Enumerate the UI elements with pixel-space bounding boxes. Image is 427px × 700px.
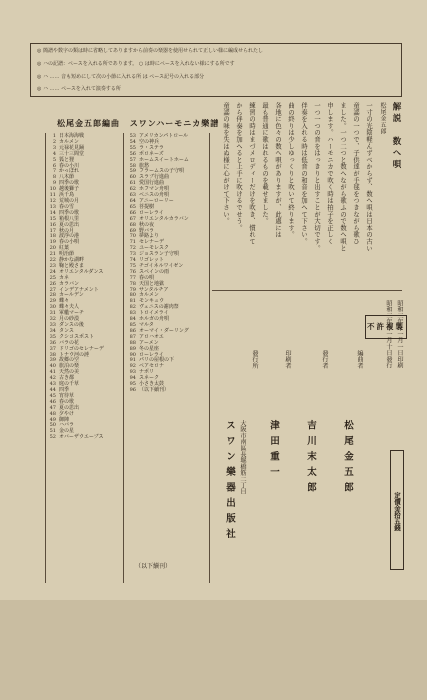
catalog-number: 73 [129,251,136,258]
catalog-title: アロハオエ [139,333,164,340]
price-box: 定價金拾五錢 [390,450,404,570]
editor-label: 編曲者 [356,350,363,369]
notice-box [30,43,402,97]
catalog-number: 50 [49,422,56,429]
catalog-title: 宵待草 [59,392,75,399]
catalog-number: 66 [129,209,136,216]
catalog-number: 24 [49,268,56,275]
catalog-title: 庭の千草 [59,381,80,388]
catalog-number: 11 [49,192,56,199]
catalog-number: 88 [129,339,136,346]
catalog-title: ユーモレスク [139,245,169,252]
catalog-number: 17 [49,227,56,234]
catalog-number: 51 [49,428,56,435]
catalog-title: アメリカンパトロール [139,133,189,139]
catalog-number: 34 [49,327,56,334]
catalog-title: 愛国行進曲 [139,180,165,187]
catalog-number: 52 [49,434,56,441]
catalog-number: 65 [129,203,136,210]
notice-line: ◎ ハ …… 音も短めにして次の小節に入れる所 は ペース記号の入れる部分 [37,74,205,80]
catalog-title: ホームスイートホーム [139,156,189,163]
catalog-title: ラ・ステラ [139,144,164,151]
catalog-number: 36 [49,339,56,346]
commentary-line: 伴奏を入れる時は低音の和音を加へて下さい。 [300,102,307,245]
catalog-title: 夏の思出 [59,221,80,228]
commentary-line: 童謡の一つで、子供達が手毬をつきながら歌ひ [352,102,359,245]
catalog-title: カルメン [139,292,159,299]
catalog-number: 85 [129,322,136,328]
catalog-number: 28 [49,292,56,299]
print-date: 昭和三年十一月一日印刷 [396,300,403,369]
catalog-title: オリエンタルカラバン [139,215,189,222]
catalog-title: 箱根八里 [59,215,80,222]
catalog-number: 77 [129,274,136,281]
catalog-title: 春の歌 [59,398,75,405]
catalog-title: 鞠と殿さま [59,262,85,269]
commentary-line: 曲の終りは少しゆっくりと吹いて終ります。 [287,102,294,238]
catalog-number: 38 [49,351,56,358]
catalog-number: 32 [49,316,56,323]
catalog-title: ローレライ [139,351,164,358]
catalog-number: 57 [129,156,136,163]
catalog-number: 6 [52,162,56,169]
catalog-number: 15 [49,215,56,222]
catalog-number: 22 [49,257,56,264]
printer-label: 印刷者 [284,350,291,369]
catalog-number: 31 [49,310,56,317]
divider [209,133,210,583]
catalog-title: 御陣 [59,416,70,423]
catalog-title: チゴイネルワイゼン [139,262,184,269]
catalog-number: 46 [49,398,56,405]
catalog-title: モンキュウ [139,298,165,305]
catalog-title: 天然の美 [59,369,80,376]
commentary-author: 松尾金五郎 [379,102,386,135]
catalog-title: ベニスの舟唄 [139,192,170,199]
catalog-number: 9 [52,180,56,187]
catalog-title: ホルガの舟唄 [139,316,170,323]
catalog-title: 春の雪 [59,203,75,210]
catalog-title: スラブ行進曲 [139,174,170,181]
catalog-number: 74 [129,257,136,264]
notice-line: ◎ ハ …… ペースを入れて演奏する所 [37,86,121,92]
catalog-title: 金の星 [59,428,75,435]
catalog-number: 37 [49,345,56,352]
commentary-line: 申します。ハーモニカで吹く時は拍子を正しく [326,102,333,245]
catalog-title: 波浮の港 [59,233,80,240]
catalog-number: 21 [49,251,56,258]
printer-name: 津田重一 [268,420,279,482]
publisher-name: 吉川末太郎 [305,420,316,498]
commentary-line: から伴奏を加へると上手に吹けるでせう。 [235,102,242,232]
divider [45,133,46,583]
catalog-number: 23 [49,262,56,269]
catalog-title: カラバン [59,280,80,287]
catalog-title: 四季 [59,386,70,393]
catalog-number: 71 [129,239,136,246]
catalog-title: 旅愁 [139,162,150,169]
catalog-number: 35 [49,333,56,340]
catalog-number: 91 [129,357,136,364]
catalog-title: 故郷の空 [59,357,80,364]
catalog-title: 夕やけ [59,410,75,417]
catalog-number: 64 [129,197,136,204]
catalog-title: 菩提樹 [139,203,155,210]
catalog-number: 54 [129,138,136,145]
issue-date: 昭和三年十一月十日發行 [385,300,392,369]
catalog-number: 27 [49,286,56,293]
catalog-number: 69 [129,227,136,234]
catalog-number: 47 [49,404,56,411]
catalog-title: 元禄花見踊 [59,144,85,151]
catalog-number: 8 [52,174,56,181]
catalog-title: 空の神兵 [139,138,160,145]
catalog-title: ドリゴのセレナーデ [59,345,104,352]
catalog-number: 67 [129,215,136,222]
copyright-stamp: 不許複製 [365,315,407,339]
catalog-number: 13 [49,203,56,210]
catalog-number: 80 [129,292,136,299]
divider [123,133,124,583]
catalog-number: 18 [49,233,56,240]
commentary-line: ました。一つ二つと数へながら歌ふので数へ唄と [339,102,346,252]
catalog-title: 四季の歌 [59,209,80,216]
catalog-number: 4 [52,150,56,157]
catalog-title: ダンスの後 [59,322,84,328]
catalog-title: オバーザウエーブス [59,434,104,441]
catalog-title: フラームスの子守唄 [139,168,185,175]
catalog-title: ジョスラン子守唄 [139,251,179,258]
catalog-title: 春の小唄 [59,239,80,246]
catalog-title: カネ [59,274,70,281]
catalog-title: 紅葉 [59,245,70,252]
catalog-number: 81 [129,298,136,305]
catalog-title: オリエンタルダンス [59,268,104,275]
catalog-title: クシコスポスト [59,333,95,340]
catalog-title: 明治節 [59,251,75,258]
catalog-number: 42 [49,375,56,382]
catalog-title: 蝶々 [59,298,70,305]
catalog-title: スペインの雨 [139,268,170,275]
catalog-number: 83 [129,310,136,317]
catalog-title: 春の唄 [139,274,155,281]
catalog-number: 70 [129,233,136,240]
catalog-title: 天国と地獄 [139,280,165,287]
catalog-section [45,118,220,598]
catalog-title: 古き都 [59,375,75,382]
catalog-title: ハバラ [59,422,75,429]
catalog-title: 月の砂漠 [59,316,80,323]
catalog-number: 25 [49,274,56,281]
catalog-number: 14 [49,209,56,216]
catalog-item [127,158,189,164]
catalog-number: 92 [129,363,136,370]
catalog-number: 41 [49,369,56,376]
catalog-title: セレナーデ [139,239,165,246]
catalog-title: 日本海海戦 [59,133,85,139]
catalog-number: 78 [129,280,136,287]
catalog-number: 20 [49,245,56,252]
catalog-title: アニーローリー [139,197,174,204]
house-label: 發行所 [251,350,258,369]
publisher-label: 發行者 [321,350,328,369]
catalog-number: 3 [52,144,56,151]
catalog-number: 72 [129,245,136,252]
catalog-number: 49 [49,416,56,423]
catalog-number: 84 [129,316,136,323]
catalog-title: ナポリ [139,369,155,376]
catalog-number: 94 [129,375,136,382]
catalog-title: 荒城の月 [59,197,80,204]
catalog-number: 60 [129,174,136,181]
catalog-number: 45 [49,392,56,399]
catalog-number: 10 [49,186,56,193]
continued-note: （以下續刊） [135,563,172,570]
catalog-title: ホフマン舟唄 [139,186,170,193]
catalog-title: 小さき太鼓 [139,381,165,388]
commentary-line: 練習の時はまづメロディーだけを吹き、慣れて [248,102,255,245]
commentary-line: 一寸の光陰軽んずべからず、数へ唄は日本の古い [365,102,372,252]
catalog-item [127,217,189,223]
catalog-title: 冬の星座 [139,345,160,352]
catalog-title: 野バラ [139,227,155,234]
catalog-title: 夏の思出 [59,404,80,411]
commentary-line: 最も普通に歌はれるものを載せました。 [261,102,268,225]
catalog-number: 76 [129,268,136,275]
catalog-title: カールデン [59,292,84,299]
catalog-number: 16 [49,221,56,228]
catalog-item [47,435,104,441]
catalog-title: リゴレット [139,257,164,264]
commentary-line: 各地に色々の数へ唄がありますが、此處には [274,102,281,238]
catalog-title: トナウ河の漣 [59,351,90,358]
catalog-title: タンス [59,327,74,334]
catalog-number: 12 [49,197,56,204]
catalog-title: 蝶々夫人 [59,304,80,311]
catalog-number: 96 [129,386,136,393]
catalog-title: ローレライ [139,209,164,216]
catalog-title: 秋の夜 [139,221,155,228]
catalog-title: マルタ [139,322,154,328]
notice-line: ◎ 簡譜や数字の類は時に省略してありますから前奏の楽器を使用せられて正しい様に編成せられたし [37,48,263,54]
catalog-title: オーマイ・ダーリング [139,327,189,334]
catalog-number: 48 [49,410,56,417]
catalog-title: 狐と狸 [59,156,75,163]
catalog-title: ポロネーズ [139,150,164,157]
catalog-number: 58 [129,162,136,169]
catalog-title: 旅泊の楽 [59,363,80,370]
divider [212,290,402,291]
catalog-title: 秋の月 [59,227,75,234]
catalog-number: 82 [129,304,136,311]
catalog-title: バラの花 [59,339,80,346]
catalog-list-1 [47,134,104,441]
catalog-title: トロイメライ [139,310,169,317]
catalog-title: 三十三間堂 [59,150,85,157]
commentary-line: 一つ一つの音をはっきりと出すことが大切です。 [313,102,320,252]
catalog-number: 19 [49,239,56,246]
house-name: スワン樂器出版社 [224,420,235,544]
notice-line: ◎ ハの記譜：ペースを入れる所であります。 ○ は時にペースを入れない様にする所です [37,61,235,67]
catalog-number: 95 [129,381,136,388]
catalog-number: 55 [129,144,136,151]
commentary [212,102,400,280]
commentary-title: 解説 数へ唄 [391,102,401,171]
catalog-title: スネーク [139,375,160,382]
catalog-number: 62 [129,186,136,193]
catalog-number: 53 [129,133,136,139]
catalog-author: 松尾金五郎編曲 [57,118,120,128]
catalog-title: サンタルチア [139,286,169,293]
catalog-item [127,388,189,394]
commentary-line: 童謡の味を失はぬ様に心がけて下さい。 [222,102,229,225]
catalog-title: アーメン [139,339,159,346]
catalog-title: 春の小川 [59,162,80,169]
catalog-title: 越後獅子 [59,186,80,193]
catalog-title: （以下續刊） [139,386,170,393]
catalog-number: 33 [49,322,56,328]
catalog-number: 86 [129,327,136,334]
catalog-number: 26 [49,280,56,287]
catalog-number: 2 [52,138,56,145]
catalog-number: 30 [49,304,56,311]
catalog-title: インデアナメント [59,286,99,293]
catalog-number: 59 [129,168,136,175]
catalog-title: パリの屋根の下 [139,357,175,364]
catalog-number: 40 [49,363,56,370]
catalog-title: カルメン [59,138,79,145]
catalog-number: 90 [129,351,136,358]
catalog-number: 7 [52,168,56,175]
catalog-number: 44 [49,386,56,393]
catalog-title: ペアセロナ [139,363,164,370]
catalog-title: 浜千鳥 [59,192,75,199]
catalog-title: かっぽれ [59,168,80,175]
catalog-title: 八木節 [59,174,75,181]
catalog-number: 75 [129,262,136,269]
catalog-number: 56 [129,150,136,157]
catalog-number: 39 [49,357,56,364]
catalog-number: 89 [129,345,136,352]
house-address: 大阪市南區長堀橋筋二丁目 [239,420,246,495]
catalog-number: 68 [129,221,136,228]
catalog-title: 四季の歌 [59,180,80,187]
catalog-title: スワンハーモニカ樂譜 [129,118,220,128]
catalog-number: 5 [52,156,56,163]
catalog-number: 93 [129,369,136,376]
editor-name: 松尾金五郎 [342,420,353,498]
catalog-number: 63 [129,192,136,199]
catalog-title: 軍艦マーチ [59,310,85,317]
catalog-title: ヴェニスの謝肉祭 [139,304,179,311]
catalog-number: 79 [129,286,136,293]
catalog-number: 87 [129,333,136,340]
catalog-number: 1 [52,133,56,139]
catalog-header [57,118,219,129]
catalog-number: 61 [129,180,136,187]
catalog-number: 29 [49,298,56,305]
catalog-title: 静かな湖畔 [59,257,85,264]
catalog-number: 43 [49,381,56,388]
catalog-title: 夢路より [139,233,160,240]
catalog-list-2 [127,134,189,394]
